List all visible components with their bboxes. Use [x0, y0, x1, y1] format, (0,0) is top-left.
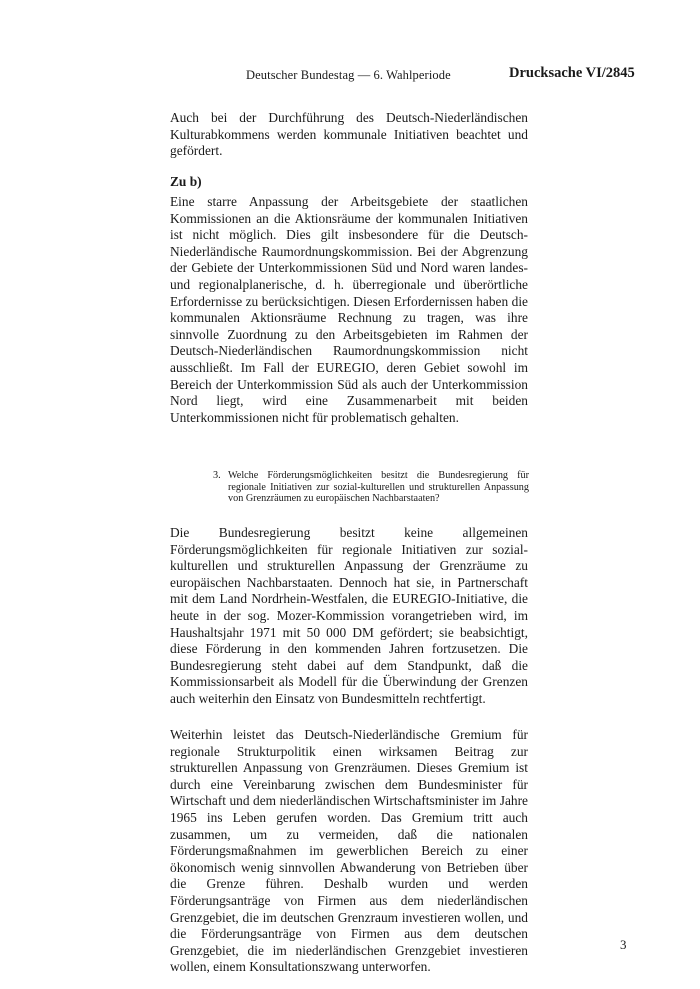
- paragraph-1: Auch bei der Durchführung des Deutsch-Niederländischen Kulturabkommens werden kommunale Initiativen beachtet und gefördert.: [170, 110, 528, 159]
- paragraph-3: Die Bundesregierung besitzt keine allgemeinen Förderungsmöglichkeiten für regionale Initiativen zur sozial-kulturellen und strukturellen Anpassung der Grenzräume zu europäischen Nachbarstaaten. Dennoch hat sie, in Partnerschaft mit dem Land Nordrhein-Westfalen, die EUREGIO-Initiative, die heute in der sog. Mozer-Kommission vorangetrieben wird, im Haushaltsjahr 1971 mit 50 000 DM gefördert; sie beabsichtigt, diese Förderung in den kommenden Jahren fortzusetzen. Die Bundesregierung steht dabei auf dem Standpunkt, daß die Kommissionsarbeit als Modell für die Überwindung der Grenzen auch weiterhin den Einsatz von Bundesmitteln rechtfertigt.: [170, 525, 528, 706]
- paragraph-4: Weiterhin leistet das Deutsch-Niederländische Gremium für regionale Strukturpolitik einen wirksamen Beitrag zur strukturellen Anpassung von Grenzräumen. Dieses Gremium ist durch eine Vereinbarung zwischen dem Bundesminister für Wirtschaft und dem niederländischen Wirtschaftsminister im Jahre 1965 ins Leben gerufen worden. Das Gremium tritt auch zusammen, um zu vermeiden, daß die nationalen Förderungsmaßnahmen im gewerblichen Bereich zu einer ökonomisch wenig sinnvollen Abwanderung von Betrieben über die Grenze führen. Deshalb wurden und werden Förderungsanträge von Firmen aus dem niederländischen Grenzgebiet, die im deutschen Grenzraum investieren wollen, und die Förderungsanträge von Firmen aus dem deutschen Grenzgebiet, die im niederländischen Grenzgebiet investieren wollen, einem Konsultationszwang unterworfen.: [170, 727, 528, 975]
- paragraph-2: Eine starre Anpassung der Arbeitsgebiete der staatlichen Kommissionen an die Aktionsräume der kommunalen Initiativen ist nicht möglich. Dies gilt insbesondere für die Deutsch-Niederländische Raumordnungskommission. Bei der Abgrenzung der Gebiete der Unterkommissionen Süd und Nord waren landes- und regionalplanerische, d. h. überregionale und überörtliche Erfordernisse zu berücksichtigen. Diesen Erfordernissen haben die kommunalen Aktionsräume Rechnung zu tragen, was ihre sinnvolle Zuordnung zu den Arbeitsgebieten im Rahmen der Deutsch-Niederländischen Raumordnungskommission nicht ausschließt. Im Fall der EUREGIO, deren Gebiet sowohl im Bereich der Unterkommission Süd als auch der Unterkommission Nord liegt, wird eine Zusammenarbeit mit beiden Unterkommissionen nicht für problematisch gehalten.: [170, 194, 528, 425]
- question-text: Welche Förderungsmöglichkeiten besitzt die Bundesregierung für regionale Initiativen zur sozial-kulturellen und strukturellen Anpassung von Grenzräumen zu europäischen Nachbarstaaten?: [228, 470, 529, 505]
- question-block: [213, 470, 529, 505]
- question-number: 3.: [213, 470, 221, 481]
- section-heading: Zu b): [170, 174, 202, 189]
- header-document-number: Drucksache VI/2845: [509, 65, 635, 81]
- header-publication: Deutscher Bundestag — 6. Wahlperiode: [246, 68, 451, 82]
- page-number: 3: [620, 937, 627, 952]
